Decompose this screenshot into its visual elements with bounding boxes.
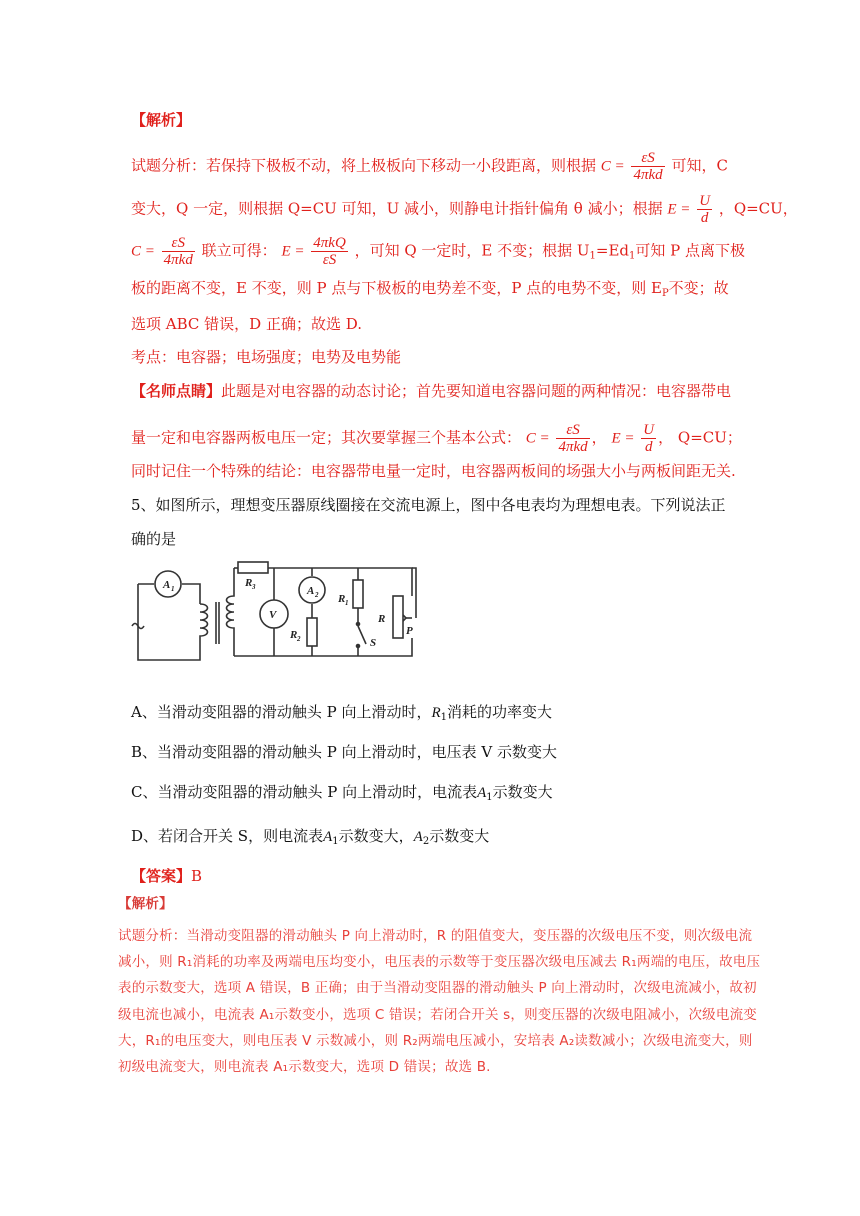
analysis-line-1: 试题分析：若保持下极板不动，将上极板向下移动一小段距离，则根据 C = $\frac{\varepsilon S}{\text{4πkd}}$ 可知，C: [131, 150, 728, 183]
analysis2-line-6: 初级电流变大，则电流表 A₁示数变大，选项 D 错误；故选 B.: [118, 1059, 491, 1075]
resistor-r2-icon: [307, 618, 317, 646]
analysis2-line-4: 级电流也减小，电流表 A₁示数变小，选项 C 错误；若闭合开关 s，则变压器的次级电阻减小，次级电流变: [118, 1007, 757, 1023]
label-a1: A: [163, 579, 171, 591]
option-d: D、若闭合开关 S，则电流表$A_1$示数变大，$A_2$示数变大: [131, 827, 490, 847]
analysis2-line-1: 试题分析：当滑动变阻器的滑动触头 P 向上滑动时，R 的阻值变大，变压器的次级电压不变，则次级电流: [118, 928, 753, 944]
resistor-r1-icon: [353, 580, 363, 608]
analysis2-line-2: 减小，则 R₁消耗的功率及两端电压均变小，电压表的示数等于变压器次级电压减去 R₁两端的电压，故电压: [118, 954, 761, 970]
formula-c-label: C =: [600, 158, 625, 175]
option-c: C、当滑动变阻器的滑动触头 P 向上滑动时，电流表$A_1$示数变大: [131, 783, 553, 803]
label-r3: R: [245, 577, 253, 589]
svg-text:2: 2: [315, 591, 319, 599]
formula-capacitance-2: $\frac{\varepsilon S}{\text{4πkd}}$: [163, 235, 193, 268]
question-line-1: 5、如图所示，理想变压器原线圈接在交流电源上，图中各电表均为理想电表。下列说法正: [131, 496, 726, 514]
answer-value: B: [191, 867, 203, 885]
answer-line: 【答案】B: [131, 867, 203, 885]
tip-line-1: 【名师点睛】此题是对电容器的动态讨论；首先要知道电容器问题的两种情况：电容器带电: [131, 382, 732, 400]
formula-field: $\frac{U}{d}$: [699, 193, 711, 226]
analysis-line-2: 变大，Q 一定，则根据 Q=CU 可知，U 减小，则静电计指针偏角 θ 减小；根据 E = $\frac{U}{d}$ ，Q=CU，: [131, 193, 798, 226]
rheostat-r-icon: [393, 596, 403, 638]
svg-text:2: 2: [297, 635, 301, 643]
analysis-line-5: 选项 ABC 错误，D 正确；故选 D.: [131, 315, 362, 333]
primary-coil-icon: [200, 604, 208, 640]
analysis2-line-5: 大，R₁的电压变大，则电压表 V 示数减小，则 R₂两端电压减小，安培表 A₂读数减小；次级电流变大，则: [118, 1033, 753, 1049]
label-p: P: [406, 625, 413, 637]
analysis2-line-3: 表的示数变大，选项 A 错误，B 正确；由于当滑动变阻器的滑动触头 P 向上滑动时，次级电流减小，故初: [118, 980, 757, 996]
analysis-heading: 【解析】: [131, 111, 192, 129]
analysis-line-3: C = $\frac{\varepsilon S}{\text{4πkd}}$ 联立可得： E = $\frac{\text{4πkQ}}{\varepsilon S}$ ，可知 Q 一定时，E 不变；根据 $U_1=Ed_1$可知 P 点离下极: [131, 235, 746, 268]
option-b: B、当滑动变阻器的滑动触头 P 向上滑动时，电压表 V 示数变大: [131, 743, 558, 761]
option-a: A、当滑动变阻器的滑动触头 P 向上滑动时，$R_1$消耗的功率变大: [131, 703, 553, 723]
analysis2-heading: 【解析】: [118, 896, 173, 912]
svg-text:1: 1: [345, 599, 349, 607]
svg-text:1: 1: [171, 585, 175, 593]
label-a2: A: [307, 585, 315, 597]
tip-line-2: 量一定和电容器两板电压一定；其次要掌握三个基本公式： C = $\frac{\varepsilon S}{\text{4πkd}}$ ， E = $\frac{U}{d}$ ， Q=CU；: [131, 422, 742, 455]
analysis-line-4: 板的距离不变，E 不变，则 P 点与下极板的电势差不变，P 点的电势不变，则 $E_P$不变；故: [131, 279, 729, 299]
formula-capacitance: $\frac{\varepsilon S}{\text{4πkd}}$: [633, 150, 663, 183]
switch-s-icon: [358, 626, 366, 644]
label-r2: R: [290, 629, 298, 641]
question-line-2: 确的是: [131, 530, 177, 548]
label-r1: R: [338, 593, 346, 605]
secondary-coil-icon: [227, 568, 235, 656]
resistor-r3-icon: [238, 562, 268, 573]
label-r: R: [378, 613, 386, 625]
kaodian-line: 考点：电容器；电场强度；电势及电势能: [131, 348, 402, 366]
label-v: V: [269, 609, 277, 621]
label-s: S: [370, 637, 377, 649]
circuit-diagram: [126, 556, 418, 668]
tip-line-3: 同时记住一个特殊的结论：电容器带电量一定时，电容器两板间的场强大小与两板间距无关.: [131, 462, 736, 480]
svg-text:3: 3: [252, 583, 256, 591]
formula-field-q: $\frac{\text{4πkQ}}{\varepsilon S}$: [313, 235, 346, 268]
